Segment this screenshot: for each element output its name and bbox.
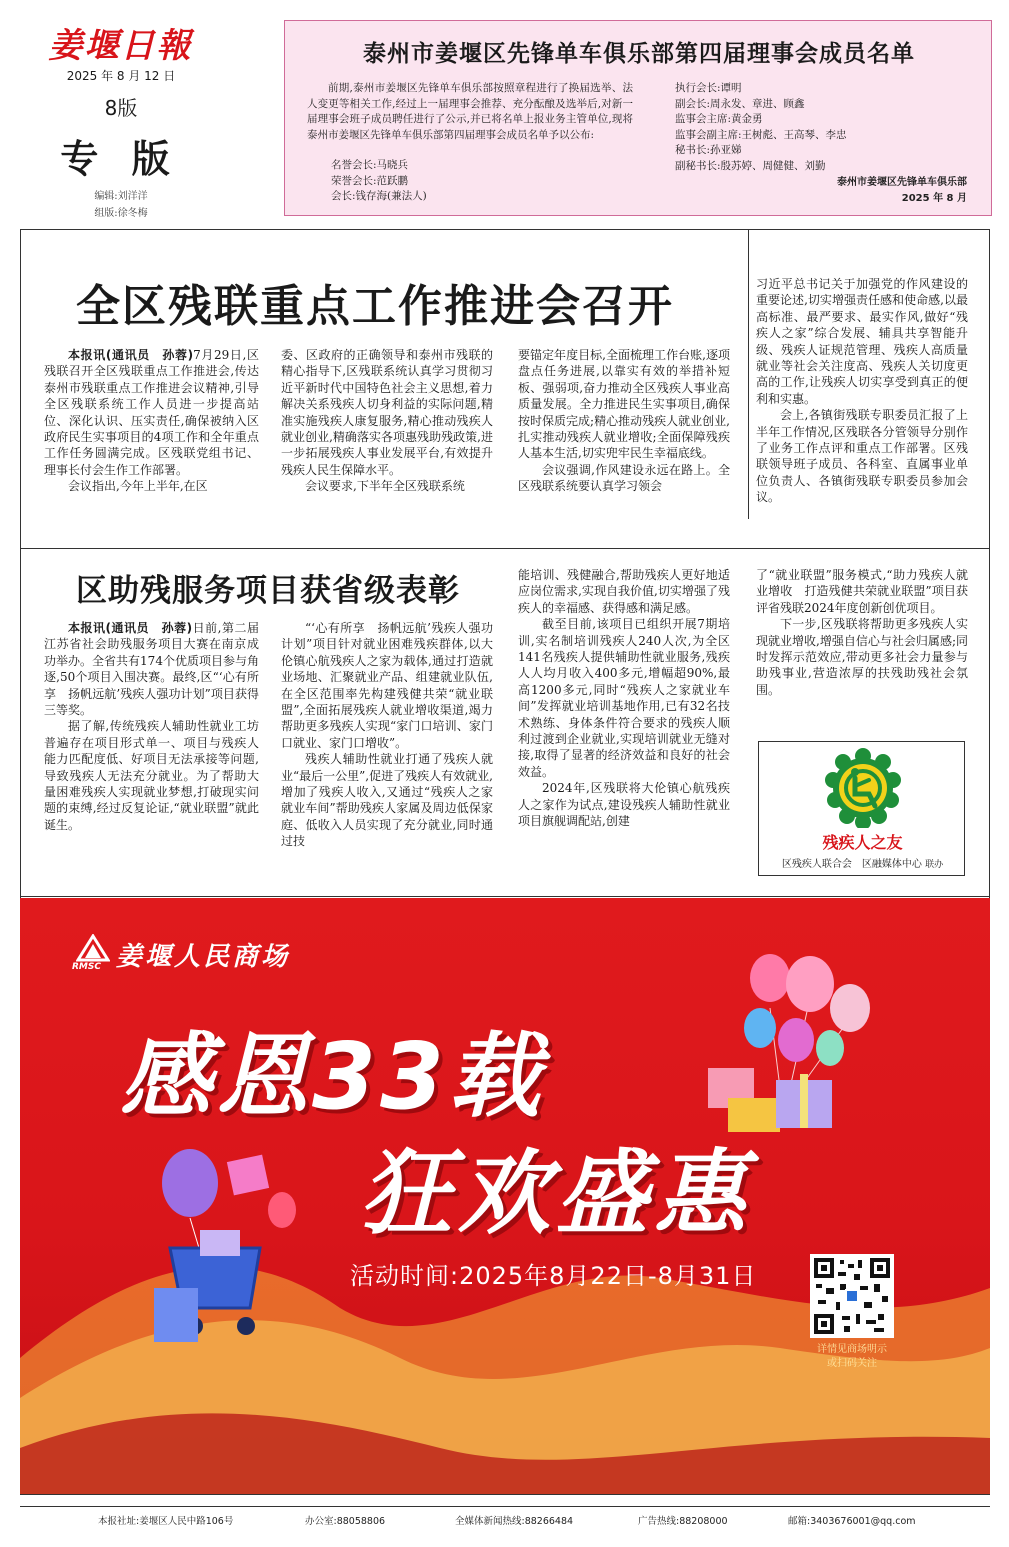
notice-secretary-general: 秘书长:孙亚娣 xyxy=(675,144,742,156)
qr-caption-line2: 或扫码关注 xyxy=(827,1358,877,1369)
notice-executive-president: 执行会长:谭明 xyxy=(675,82,742,94)
disabled-federation-emblem-icon xyxy=(825,748,901,828)
notice-honorary-president: 名誉会长:马晓兵 xyxy=(331,159,409,171)
newspaper-logo: 姜堰日報 xyxy=(48,26,193,66)
notice-president: 会长:钱存海(兼法人) xyxy=(331,190,427,202)
article1-col1 xyxy=(44,347,259,495)
article2-headline: 区助残服务项目获省级表彰 xyxy=(76,573,460,609)
club-notice xyxy=(284,20,992,216)
article2-col3-p2: 截至目前,该项目已组织开展7期培训,实名制培训残疾人240人次,为全区141名残疾人提供辅助性就业服务,残疾人人均月收入400多元,增幅超90%,最高1200多元,同时“残疾人之家就业车间”发挥就业培训基地作用,已有32名技术熟练、身体条件符合要求的残疾人顺利过渡到企业就业,实现培训就业无缝对接,取得了显著的经济效益和良好的社会效益。 xyxy=(518,617,730,779)
article2-col1-p1: 日前,第二届江苏省社会助残服务项目大赛在南京成功举办。全省共有174个优质项目参与角逐,50个项目入围决赛。最终,区“‘心有所享 扬帆远航’残疾人强功计划”项目获得三等奖。 xyxy=(44,621,259,718)
notice-body: 前期,泰州市姜堰区先锋单车俱乐部按照章程进行了换届选举、法人变更等相关工作,经过上一届理事会推荐、充分酝酿及选举后,对新一届理事会班子成员聘任进行了公示,并已将名单上报业务主管单位,现将泰州市姜堰区先锋单车俱乐部第四届理事会成员名单予以公布: xyxy=(307,82,633,141)
article1-headline: 全区残联重点工作推进会召开 xyxy=(76,281,674,332)
qr-code[interactable] xyxy=(810,1254,894,1338)
mall-brand: 姜堰人民商场 xyxy=(116,942,291,972)
qr-code-icon xyxy=(814,1258,890,1334)
article1-col4-p2: 会上,各镇街残联专职委员汇报了上半年工作情况,区残联各分管领导分别作了业务工作点评和重点工作部署。区残联领导班子成员、各科室、直属事业单位负责人、各镇街残联专职委员参加会议。 xyxy=(756,408,968,505)
notice-sign-date: 2025 年 8 月 xyxy=(901,193,967,204)
ad-headline-1: 感恩33载 xyxy=(120,1023,545,1130)
ad-event-time: 活动时间:2025年8月22日-8月31日 xyxy=(350,1262,757,1290)
article2-col4-p2: 下一步,区残联将帮助更多残疾人实现就业增收,增强自信心与社会归属感;同时发挥示范效应,带动更多社会力量参与助残事业,营造浓厚的扶残助残社会氛围。 xyxy=(756,617,968,697)
article2-col3-p1: 能培训、残健融合,帮助残疾人更好地适应岗位需求,实现自我价值,切实增强了残疾人的幸福感、获得感和满足感。 xyxy=(518,568,730,615)
footer-divider xyxy=(20,1506,990,1507)
notice-deputy-secretary: 副秘书长:殷苏婷、周健健、刘勤 xyxy=(675,159,826,172)
notice-member-list xyxy=(675,81,975,174)
article2-col2-p1: “‘心有所享 扬帆远航’残疾人强功计划”项目针对就业困难残疾群体,以大伦镇心航残疾人之家为载体,通过打造就业场地、汇聚就业产品、组建就业队伍,在全区范围率先构建残健共荣“就业联盟”,全面拓展残疾人就业增收渠道,竭力帮助更多残疾人实现“家门口培训、家门口就业、家门口增收”。 xyxy=(281,621,493,750)
footer-email[interactable]: 邮箱:3403676001@qq.com xyxy=(788,1516,916,1527)
balloons-gifts-icon xyxy=(700,948,900,1138)
column-credit-orgs: 区残疾人联合会 区融媒体中心 xyxy=(781,859,922,870)
ad-headline-2: 狂欢盛惠 xyxy=(360,1140,753,1247)
editor-name: 编辑:刘洋洋 xyxy=(94,191,148,202)
notice-honor-president: 荣誉会长:范跃鹏 xyxy=(331,174,409,187)
notice-title: 泰州市姜堰区先锋单车俱乐部第四届理事会成员名单 xyxy=(363,40,915,67)
column-logo-box xyxy=(758,741,965,876)
article2-col3-p3: 2024年,区残联将大伦镇心航残疾人之家作为试点,建设残疾人辅助性就业项目旗舰调配站,创建 xyxy=(518,781,730,829)
column-name: 残疾人之友 xyxy=(822,833,903,852)
notice-vice-president: 副会长:周永发、章进、顾鑫 xyxy=(675,97,805,110)
footer-address: 本报社址:姜堰区人民中路106号 xyxy=(98,1516,234,1527)
article1-col3-p2: 会议强调,作风建设永远在路上。全区残联系统要认真学习领会 xyxy=(518,462,730,494)
layout-name: 组版:徐冬梅 xyxy=(94,208,148,219)
shopping-cart-icon xyxy=(150,1138,300,1348)
mall-logo-icon xyxy=(76,934,110,962)
article1-col4-p1: 习近平总书记关于加强党的作风建设的重要论述,切实增强责任感和使命感,以最高标准、最严要求、最实作风,做好“残疾人之家”综合发展、辅具共享智能升级、残疾人证规范管理、残疾人高质量就业等社会关注度高、残疾人关切度更高的工作,让残疾人切实享受到真正的便利和实惠。 xyxy=(756,277,968,406)
editor-credits xyxy=(60,188,182,222)
qr-caption-line1: 详情见商场明示 xyxy=(817,1344,887,1355)
mall-advertisement xyxy=(20,898,990,1494)
article1-col2-p1: 委、区政府的正确领导和泰州市残联的精心指导下,区残联系统认真学习贯彻习近平新时代中国特色社会主义思想,着力解决关系残疾人切身利益的实际问题,精准实施残疾人康复服务,精心推动残疾人就业创业,精确落实各项惠残助残政策,进一步拓展残疾人事业发展平台,有效提升残疾人民生保障水平。 xyxy=(281,348,493,477)
article2-col4-p1: 了“就业联盟”服务模式,“助力残疾人就业增收 打造残健共荣就业联盟”项目获评省残联2024年度创新创优项目。 xyxy=(756,568,968,615)
footer-office: 办公室:88058806 xyxy=(305,1516,386,1527)
article2-col1 xyxy=(44,620,259,833)
article1-col4 xyxy=(756,276,968,506)
article1-col1-p2: 会议指出,今年上半年,在区 xyxy=(68,479,208,494)
article2-col1-p2: 据了解,传统残疾人辅助性就业工坊普遍存在项目形式单一、项目与残疾人能力匹配度低、好项目无法承接等问题,导致残疾人无法充分就业。为了帮助大量困难残疾人实现就业梦想,打破现实问题的束缚,经过反复论证,“就业联盟”就此诞生。 xyxy=(44,719,259,832)
article1-col2-p2: 会议要求,下半年全区残联系统 xyxy=(305,479,465,494)
issue-date: 2025 年 8 月 12 日 xyxy=(66,69,176,83)
column-divider xyxy=(748,229,749,519)
notice-supervisor-vice: 监事会副主席:王树彪、王高琴、李忠 xyxy=(675,128,847,141)
article1-lead: 本报讯(通讯员 孙蓉) xyxy=(68,348,194,362)
notice-sign-org: 泰州市姜堰区先锋单车俱乐部 xyxy=(837,177,967,188)
column-credit xyxy=(759,855,966,870)
footer-ads: 广告热线:88208000 xyxy=(638,1516,728,1527)
qr-caption xyxy=(790,1343,914,1371)
article2-col4 xyxy=(756,567,968,698)
article2-col3 xyxy=(518,567,730,830)
section-title: 专 版 xyxy=(60,136,180,181)
footer-hotline: 全媒体新闻热线:88266484 xyxy=(455,1516,574,1527)
article1-col1-p1: 7月29日,区残联召开全区残联重点工作推进会,传达泰州市残联重点工作推进会议精神,引导全区残联系统工作人员进一步提高站位、深化认识、压实责任,确保被纳入区政府民生实事项目的4项工作和全年重点工作任务圆满完成。区残联党组书记、理事长付会生作工作部署。 xyxy=(44,348,259,477)
page-number: 8版 xyxy=(104,96,138,120)
notice-supervisor-chief: 监事会主席:黄金勇 xyxy=(675,113,763,125)
article1-col2 xyxy=(281,347,493,495)
article1-col3 xyxy=(518,347,730,495)
article-divider xyxy=(20,548,990,549)
column-credit-suffix: 联办 xyxy=(925,860,944,870)
article2-col2-p2: 残疾人辅助性就业打通了残疾人就业“最后一公里”,促进了残疾人有效就业,增加了残疾人收入,又通过“残疾人之家就业车间”帮助残疾人家属及周边低保家庭、低收入人员实现了充分就业,同时通过技 xyxy=(281,752,493,849)
article2-lead: 本报讯(通讯员 孙蓉) xyxy=(68,621,193,635)
article2-col2 xyxy=(281,620,493,850)
article1-col3-p1: 要锚定年度目标,全面梳理工作台账,逐项盘点任务进展,以靠实有效的举措补短板、强弱项,奋力推动全区残疾人事业高质量发展。全力推进民生实事项目,确保按时保质完成;精心推动残疾人就业创业,扎实推动残疾人就业增收;全面保障残疾人基本生活,切实兜牢民生幸福底线。 xyxy=(518,348,730,461)
mall-brand-en: RMSC xyxy=(72,962,101,972)
ad-divider xyxy=(20,896,990,897)
